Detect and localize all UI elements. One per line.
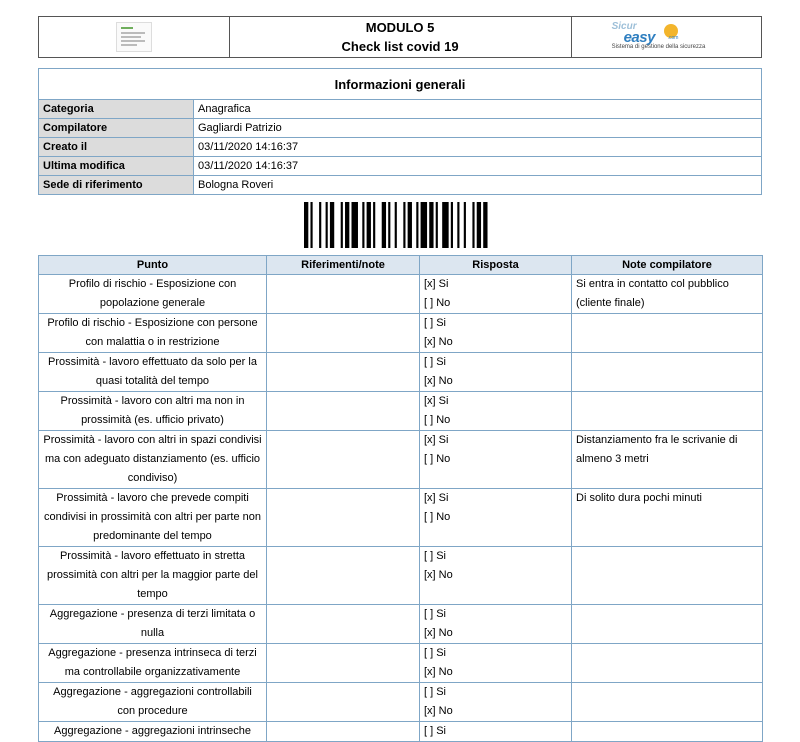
riferimenti-cell	[267, 314, 420, 353]
answer-si: [ ] Si	[424, 356, 447, 368]
barcode-bar	[362, 202, 364, 248]
module-title: Check list covid 19	[341, 39, 459, 54]
answer-no: [x] No	[424, 705, 453, 717]
answer-no: [ ] No	[424, 511, 451, 523]
info-row	[39, 157, 762, 176]
sicureasy-logo: Sicur easy .com Sistema di gestione della sicurezza	[611, 21, 706, 50]
punto-cell: Aggregazione - aggregazioni intrinseche	[39, 722, 267, 742]
note-cell: Distanziamento fra le scrivanie di almeno 3 metri	[572, 431, 763, 489]
risposta-cell	[420, 644, 572, 683]
table-row	[39, 431, 763, 489]
riferimenti-cell	[267, 547, 420, 605]
table-row	[39, 353, 763, 392]
riferimenti-cell	[267, 644, 420, 683]
riferimenti-cell	[267, 605, 420, 644]
barcode-bar	[442, 202, 448, 248]
punto-cell: Prossimità - lavoro effettuato in stretta prossimità con altri per la maggior parte del tempo	[39, 547, 267, 605]
note-cell: Si entra in contatto col pubblico (cliente finale)	[572, 275, 763, 314]
barcode-bar	[483, 202, 487, 248]
answer-si: [ ] Si	[424, 550, 447, 562]
riferimenti-cell	[267, 275, 420, 314]
barcode-bar	[429, 202, 433, 248]
barcode-bar	[403, 202, 405, 248]
table-row	[39, 275, 763, 314]
note-cell	[572, 683, 763, 722]
punto-cell: Aggregazione - presenza intrinseca di terzi ma controllabile organizzativamente	[39, 644, 267, 683]
answer-no: [x] No	[424, 627, 453, 639]
general-info-title: Informazioni generali	[39, 69, 762, 100]
table-row	[39, 547, 763, 605]
risposta-cell	[420, 392, 572, 431]
barcode-bar	[330, 202, 334, 248]
punto-cell: Profilo di rischio - Esposizione con persone con malattia o in restrizione	[39, 314, 267, 353]
barcode-bar	[388, 202, 390, 248]
barcode-bar	[352, 202, 358, 248]
note-cell	[572, 392, 763, 431]
note-cell: Di solito dura pochi minuti	[572, 489, 763, 547]
barcode-bar	[367, 202, 371, 248]
answer-no: [x] No	[424, 375, 453, 387]
info-value: Bologna Roveri	[194, 176, 762, 195]
barcode-bar	[416, 202, 418, 248]
answer-si: [ ] Si	[424, 608, 447, 620]
table-row	[39, 644, 763, 683]
answer-si: [ ] Si	[424, 725, 447, 737]
risposta-cell	[420, 431, 572, 489]
column-header-note: Note compilatore	[572, 256, 763, 275]
note-cell	[572, 547, 763, 605]
punto-cell: Prossimità - lavoro con altri ma non in prossimità (es. ufficio privato)	[39, 392, 267, 431]
barcode-bar	[345, 202, 349, 248]
answer-no: [ ] No	[424, 414, 451, 426]
info-row	[39, 100, 762, 119]
barcode-bar	[310, 202, 312, 248]
barcode-bar	[451, 202, 453, 248]
info-row	[39, 138, 762, 157]
risposta-cell	[420, 547, 572, 605]
barcode-bar	[457, 202, 459, 248]
answer-no: [ ] No	[424, 297, 451, 309]
info-row	[39, 176, 762, 195]
answer-si: [ ] Si	[424, 317, 447, 329]
info-label: Sede di riferimento	[39, 176, 194, 195]
info-label: Ultima modifica	[39, 157, 194, 176]
header-logo-cell	[571, 17, 761, 58]
barcode-image	[304, 202, 494, 248]
document-thumbnail-icon	[116, 22, 152, 52]
answer-no: [x] No	[424, 569, 453, 581]
punto-cell: Prossimità - lavoro con altri in spazi condivisi ma con adeguato distanziamento (es. ufficio condiviso)	[39, 431, 267, 489]
barcode-bar	[341, 202, 343, 248]
checklist-header-row	[39, 256, 763, 275]
risposta-cell	[420, 314, 572, 353]
answer-no: [x] No	[424, 336, 453, 348]
header-thumbnail-cell	[39, 17, 230, 58]
riferimenti-cell	[267, 431, 420, 489]
column-header-riferimenti: Riferimenti/note	[267, 256, 420, 275]
risposta-cell	[420, 722, 572, 742]
risposta-cell	[420, 275, 572, 314]
barcode-bar	[382, 202, 386, 248]
table-row	[39, 489, 763, 547]
risposta-cell	[420, 353, 572, 392]
info-value: Gagliardi Patrizio	[194, 119, 762, 138]
answer-si: [x] Si	[424, 434, 449, 446]
riferimenti-cell	[267, 392, 420, 431]
table-row	[39, 605, 763, 644]
barcode-bar	[326, 202, 328, 248]
barcode-bar	[319, 202, 321, 248]
column-header-risposta: Risposta	[420, 256, 572, 275]
punto-cell: Aggregazione - presenza di terzi limitata o nulla	[39, 605, 267, 644]
note-cell	[572, 722, 763, 742]
barcode-bar	[464, 202, 466, 248]
info-value: 03/11/2020 14:16:37	[194, 138, 762, 157]
barcode-bar	[477, 202, 481, 248]
barcode-bar	[472, 202, 474, 248]
module-number: MODULO 5	[365, 20, 435, 35]
barcode-bar	[408, 202, 412, 248]
barcode-bar	[395, 202, 397, 248]
riferimenti-cell	[267, 353, 420, 392]
column-header-punto: Punto	[39, 256, 267, 275]
riferimenti-cell	[267, 683, 420, 722]
table-row	[39, 722, 763, 742]
punto-cell: Prossimità - lavoro che prevede compiti condivisi in prossimità con altri per parte non predominante del tempo	[39, 489, 267, 547]
punto-cell: Prossimità - lavoro effettuato da solo per la quasi totalità del tempo	[39, 353, 267, 392]
risposta-cell	[420, 489, 572, 547]
punto-cell: Profilo di rischio - Esposizione con popolazione generale	[39, 275, 267, 314]
answer-si: [x] Si	[424, 278, 449, 290]
info-value: 03/11/2020 14:16:37	[194, 157, 762, 176]
table-row	[39, 683, 763, 722]
note-cell	[572, 353, 763, 392]
general-info-table	[38, 68, 762, 195]
header-title-cell	[229, 17, 571, 58]
punto-cell: Aggregazione - aggregazioni controllabili con procedure	[39, 683, 267, 722]
info-label: Creato il	[39, 138, 194, 157]
info-value: Anagrafica	[194, 100, 762, 119]
checklist-table	[38, 255, 763, 742]
table-row	[39, 392, 763, 431]
riferimenti-cell	[267, 722, 420, 742]
answer-si: [ ] Si	[424, 647, 447, 659]
info-row	[39, 119, 762, 138]
note-cell	[572, 314, 763, 353]
barcode-bar	[436, 202, 438, 248]
answer-si: [x] Si	[424, 395, 449, 407]
risposta-cell	[420, 605, 572, 644]
info-label: Categoria	[39, 100, 194, 119]
riferimenti-cell	[267, 489, 420, 547]
answer-si: [x] Si	[424, 492, 449, 504]
answer-no: [ ] No	[424, 453, 451, 465]
barcode-bar	[421, 202, 427, 248]
barcode-bar	[304, 202, 308, 248]
answer-no: [x] No	[424, 666, 453, 678]
note-cell	[572, 605, 763, 644]
barcode-bar	[373, 202, 375, 248]
info-label: Compilatore	[39, 119, 194, 138]
note-cell	[572, 644, 763, 683]
document-header	[38, 16, 762, 58]
table-row	[39, 314, 763, 353]
risposta-cell	[420, 683, 572, 722]
answer-si: [ ] Si	[424, 686, 447, 698]
